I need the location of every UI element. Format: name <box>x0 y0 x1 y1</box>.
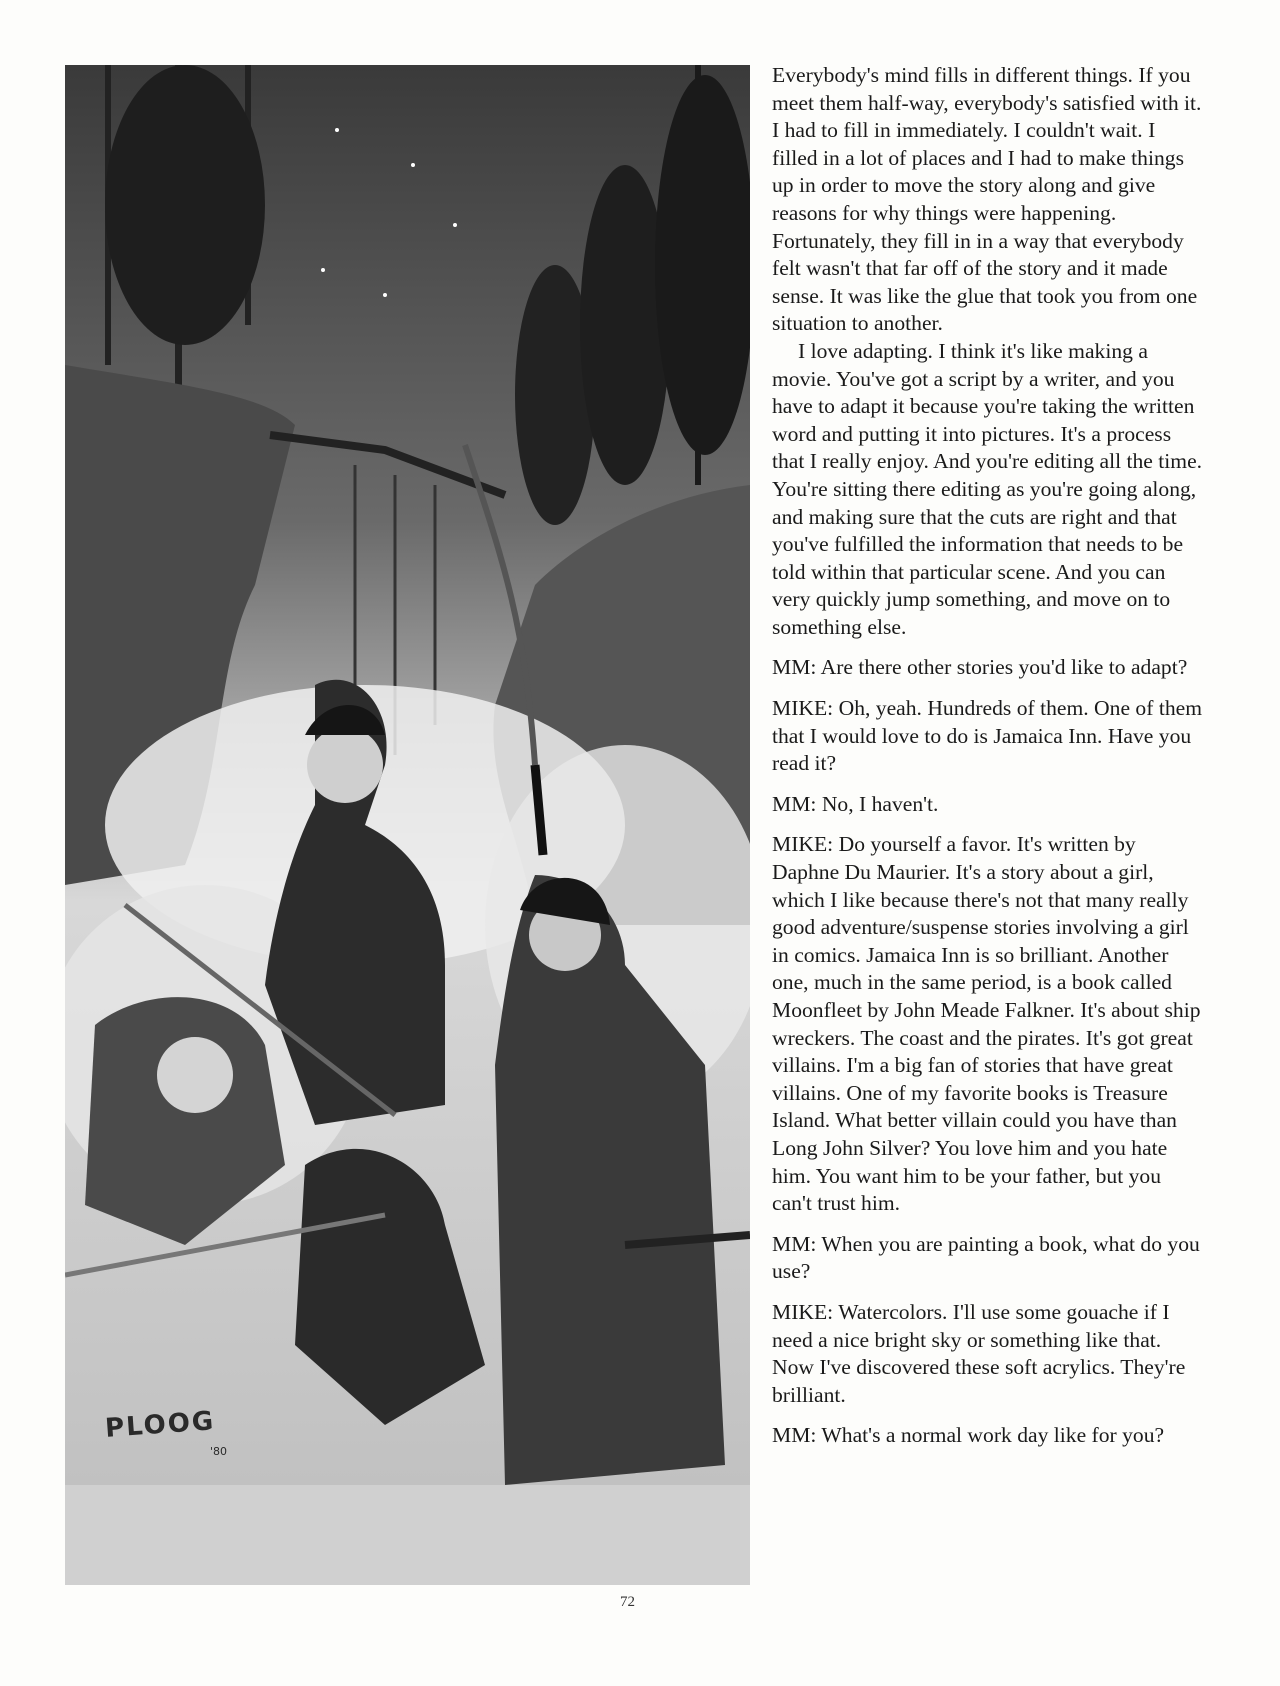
page-number: 72 <box>620 1594 635 1610</box>
intro-paragraph: Everybody's mind fills in different things. If you meet them half-way, everybody's satisfied with it. I had to fill in immediately. I couldn't wait. I filled in a lot of places and I had to make things up in order to move the story along and give reasons for why things were happening. Fortunately, they fill in in a way that everybody felt wasn't that far off of the story and it made sense. It was like the glue that took you from one situation to another. <box>772 63 1202 336</box>
artist-signature: PLOOG <box>104 1406 217 1444</box>
speaker-label: MM: <box>772 655 817 680</box>
interview-exchange <box>772 654 1206 682</box>
speaker-label: MIKE: <box>772 832 834 857</box>
speaker-label: MIKE: <box>772 696 834 721</box>
interview-exchange <box>772 1299 1206 1409</box>
exchange-text: No, I haven't. <box>821 791 939 816</box>
interview-exchange <box>772 695 1206 778</box>
exchange-text: Do yourself a favor. It's written by Daphne Du Maurier. It's a story about a girl, which I like because there's not that many really good adventure/suspense stories involving a girl in comics. Jamaica Inn is so brilliant. Another one, much in the same period, is a book called Moonfleet by John Meade Falkner. It's about ship wreckers. The coast and the pirates. It's got great villains. I'm a big fan of stories that have great villains. One of my favorite books is Treasure Island. What better villain could you have than Long John Silver? You love him and you hate him. You want him to be your father, but you can't trust him. <box>772 832 1201 1216</box>
exchange-text: When you are painting a book, what do you use? <box>772 1231 1200 1284</box>
samurai-illustration <box>65 65 750 1585</box>
exchange-text: Oh, yeah. Hundreds of them. One of them that I would love to do is Jamaica Inn. Have you read it? <box>772 696 1202 776</box>
interview-exchange <box>772 831 1206 1217</box>
interview-exchange <box>772 791 1206 819</box>
speaker-label: MM: <box>772 791 817 816</box>
illustration-artwork <box>65 65 750 1585</box>
exchange-text: Are there other stories you'd like to adapt? <box>820 655 1188 680</box>
article-text <box>772 62 1206 1450</box>
speaker-label: MIKE: <box>772 1299 834 1324</box>
artist-signature-year: '80 <box>210 1445 228 1458</box>
adapting-paragraph: I love adapting. I think it's like making a movie. You've got a script by a writer, and you have to adapt it because you're taking the written word and putting it into pictures. It's a process that I really enjoy. And you're editing all the time. You're sitting there editing as you're going along, and making sure that the cuts are right and that you've fulfilled the information that needs to be told within that particular scene. And you can very quickly jump something, and move on to something else. <box>772 338 1203 639</box>
speaker-label: MM: <box>772 1231 817 1256</box>
interview-exchange <box>772 1422 1206 1450</box>
exchange-text: Watercolors. I'll use some gouache if I need a nice bright sky or something like that. Now I've discovered these soft acrylics. They're brilliant. <box>772 1299 1186 1407</box>
interview-exchange <box>772 1231 1206 1286</box>
exchange-text: What's a normal work day like for you? <box>821 1423 1165 1448</box>
speaker-label: MM: <box>772 1423 817 1448</box>
